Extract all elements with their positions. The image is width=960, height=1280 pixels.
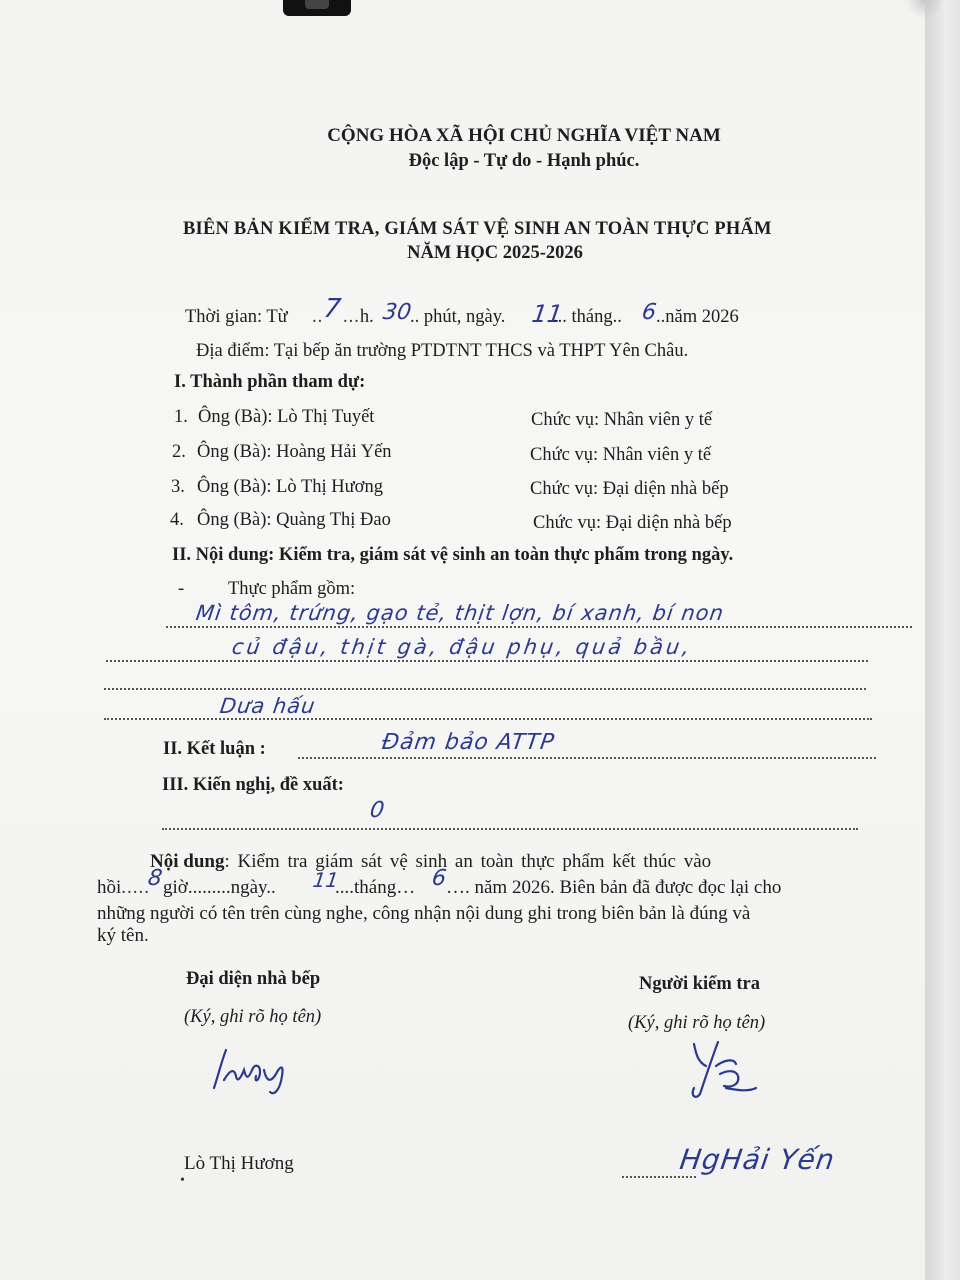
food-line-2: củ đậu, thịt gà, đậu phụ, quả bầu, — [230, 635, 694, 659]
closing-hour-value: 8 — [146, 866, 164, 891]
closing-line-2d: …. năm 2026. Biên bản đã được đọc lại cho — [446, 877, 782, 898]
time-minute-value: 30 — [381, 300, 413, 325]
time-day-value: 11 — [530, 300, 565, 328]
participant-1-name: Ông (Bà): Lò Thị Tuyết — [198, 407, 375, 427]
time-hour-value: 7 — [321, 294, 343, 324]
participant-4-role: Chức vụ: Đại diện nhà bếp — [533, 513, 732, 533]
left-signer-mark: • — [180, 1173, 185, 1188]
closing-line-3: những người có tên trên cùng nghe, công nhận nội dung ghi trong biên bản là đúng và — [97, 903, 751, 924]
participant-3-role: Chức vụ: Đại diện nhà bếp — [530, 479, 729, 499]
left-signer-name: Lò Thị Hương — [184, 1153, 294, 1174]
food-line-1: Mì tôm, trứng, gạo tẻ, thịt lợn, bí xanh, bí non — [194, 601, 726, 625]
food-line-3-dots — [104, 688, 866, 690]
closing-day-value: 11 — [311, 868, 341, 892]
closing-line-2c: ....tháng… — [335, 877, 416, 898]
food-label: Thực phẩm gồm: — [228, 579, 356, 599]
time-h-label: ...h. — [343, 307, 374, 327]
food-line-4-dots — [104, 718, 872, 720]
time-month-label: ... tháng.. — [553, 307, 622, 327]
participant-1-num: 1. — [174, 407, 188, 427]
participants-heading: I. Thành phần tham dự: — [174, 372, 366, 392]
time-minute-label: .. phút, ngày. — [410, 307, 506, 327]
closing-line-1: Nội dung: Kiểm tra giám sát vệ sinh an toàn thực phẩm kết thúc vào — [150, 851, 712, 872]
closing-line-2b: giờ.........ngày.. — [163, 877, 276, 898]
location-line: Địa điểm: Tại bếp ăn trường PTDTNT THCS và THPT Yên Châu. — [196, 341, 689, 361]
right-signature-title: Người kiểm tra — [639, 974, 761, 994]
right-signer-dots — [622, 1176, 696, 1178]
content-heading: II. Nội dung: Kiểm tra, giám sát vệ sinh an toàn thực phẩm trong ngày. — [172, 545, 734, 565]
time-month-value: 6 — [640, 300, 658, 325]
document-year: NĂM HỌC 2025-2026 — [407, 243, 583, 263]
page-corner — [905, 0, 945, 18]
conclusion-dots — [298, 757, 876, 759]
participant-4-name: Ông (Bà): Quàng Thị Đao — [197, 510, 391, 530]
left-signature-mark — [200, 1040, 300, 1100]
participant-2-num: 2. — [172, 442, 186, 462]
page-edge — [925, 0, 960, 1280]
food-line-2-dots — [106, 660, 868, 662]
closing-line-2a: hồi..... — [97, 877, 151, 898]
right-signature-mark — [676, 1036, 766, 1106]
closing-line-4: ký tên. — [97, 925, 149, 946]
food-bullet: - — [178, 579, 185, 599]
right-signature-note: (Ký, ghi rõ họ tên) — [628, 1013, 766, 1033]
closing-month-value: 6 — [430, 866, 448, 891]
participant-4-num: 4. — [170, 510, 184, 530]
left-signature-note: (Ký, ghi rõ họ tên) — [184, 1007, 322, 1027]
participant-1-role: Chức vụ: Nhân viên y tế — [531, 410, 713, 430]
time-dots: .. — [312, 308, 324, 327]
food-line-1-dots — [166, 626, 912, 628]
national-motto: Độc lập - Tự do - Hạnh phúc. — [408, 151, 640, 171]
right-signer-name: HgHải Yến — [677, 1143, 838, 1176]
time-label: Thời gian: Từ — [185, 307, 288, 327]
proposal-label: III. Kiến nghị, đề xuất: — [162, 775, 344, 795]
participant-2-name: Ông (Bà): Hoàng Hải Yến — [197, 442, 392, 462]
proposal-dots — [162, 828, 858, 830]
binder-clip-notch — [305, 0, 329, 9]
food-line-4: Dưa hấu — [218, 694, 318, 718]
proposal-value: 0 — [368, 798, 386, 823]
participant-3-name: Ông (Bà): Lò Thị Hương — [197, 477, 383, 497]
participant-3-num: 3. — [171, 477, 185, 497]
conclusion-label: II. Kết luận : — [163, 739, 266, 759]
conclusion-value: Đảm bảo ATTP — [380, 730, 557, 755]
participant-2-role: Chức vụ: Nhân viên y tế — [530, 445, 712, 465]
left-signature-title: Đại diện nhà bếp — [186, 969, 321, 989]
national-header: CỘNG HÒA XÃ HỘI CHỦ NGHĨA VIỆT NAM — [327, 125, 721, 146]
time-year-label: ..năm 2026 — [656, 307, 739, 327]
document-title: BIÊN BẢN KIỂM TRA, GIÁM SÁT VỆ SINH AN TOÀN THỰC PHẨM — [183, 219, 772, 239]
